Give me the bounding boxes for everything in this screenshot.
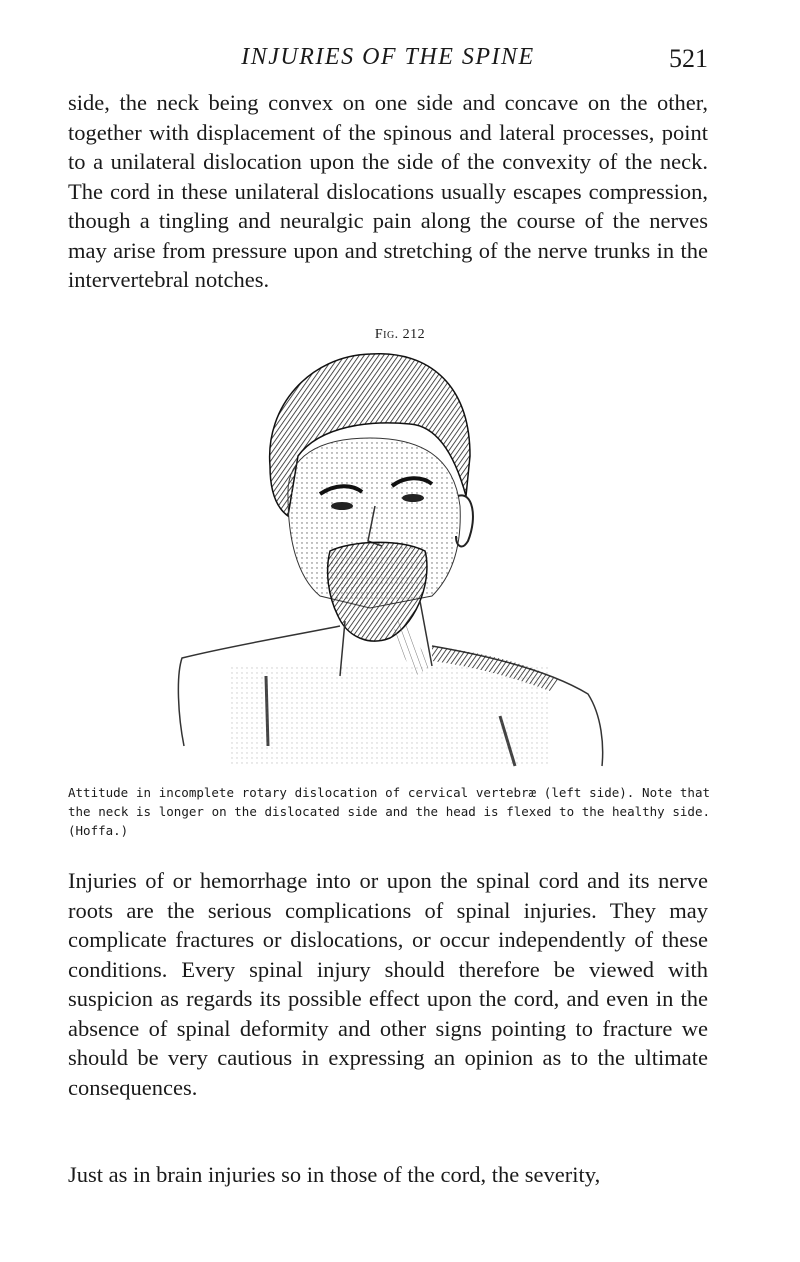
left-eye [331, 502, 353, 510]
chest-dots [230, 666, 550, 766]
running-head [68, 44, 708, 80]
figure-illustration [170, 346, 630, 772]
page-number: 521 [669, 44, 708, 73]
engraving-man-head-neck [170, 346, 630, 772]
body-paragraph: Just as in brain injuries so in those of the cord, the severity, [68, 1162, 601, 1187]
body-paragraph: Injuries of or hemorrhage into or upon the spinal cord and its nerve roots are the serious complications of spinal injuries. They may complicate fractures or dislocations, or occur independently of these conditions. Every spinal injury should therefore be viewed with suspicion as regards its possible effect upon the cord, and even in the absence of spinal deformity and other signs pointing to fracture we should be very cautious in expressing an opinion as to the ultimate consequences. [68, 868, 708, 1100]
body-paragraph: side, the neck being convex on one side and concave on the other, together with displacement of the spinous and lateral processes, point to a unilateral dislocation upon the side of the convexity of the neck. The cord in these unilateral dislocations usually escapes compression, though a tingling and neuralgic pain along the course of the nerves may arise from pressure upon and stretching of the nerve trunks in the intervertebral notches. [68, 90, 708, 292]
figure-label: Fig. 212 [374, 327, 426, 342]
right-eye [402, 494, 424, 502]
beard-shape [328, 542, 427, 641]
running-title: INJURIES OF THE SPINE [241, 44, 535, 70]
figure-caption: Attitude in incomplete rotary dislocation of cervical vertebræ (left side). Note that the neck is longer on the dislocated side and the head is flexed to the healthy side. (Hoffa.) [68, 785, 710, 838]
